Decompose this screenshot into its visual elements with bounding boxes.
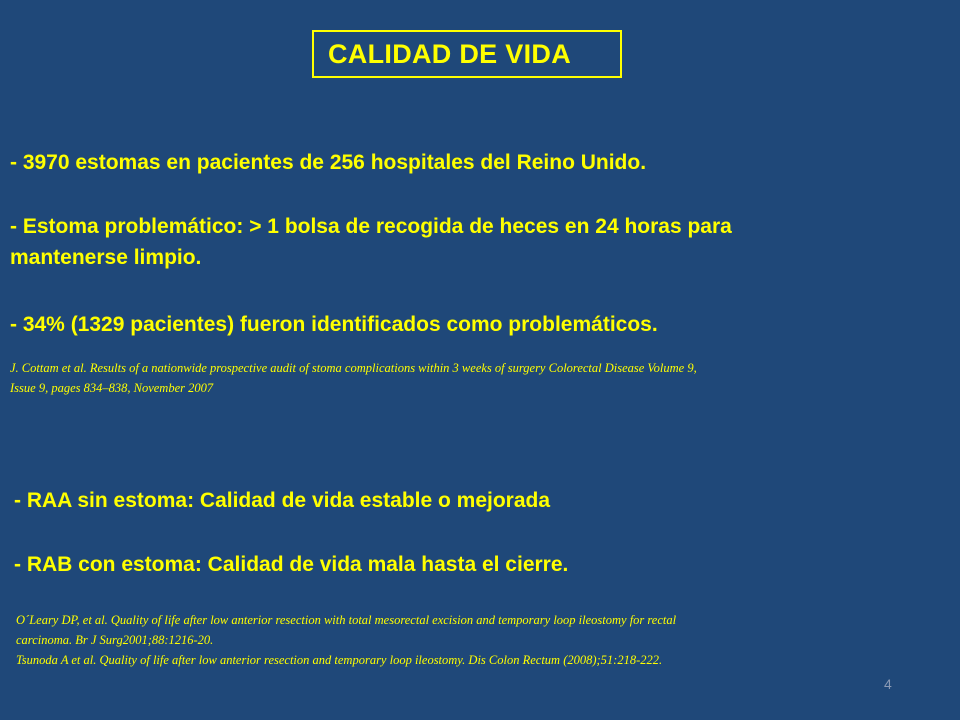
bullet-rab: - RAB con estoma: Calidad de vida mala hasta el cierre. [14,553,569,576]
reference-oleary-line1: O´Leary DP, et al. Quality of life after low anterior resection with total mesorectal excision and temporary loop ileostomy for rectal [16,613,677,627]
slide-title: CALIDAD DE VIDA [328,38,572,69]
reference-cottam-line2: Issue 9, pages 834–838, November 2007 [10,381,214,395]
bullet-raa: - RAA sin estoma: Calidad de vida estable o mejorada [14,489,551,512]
bullet-problem-percent: - 34% (1329 pacientes) fueron identificados como problemáticos. [10,313,658,336]
page-number: 4 [884,676,892,692]
reference-tsunoda: Tsunoda A et al. Quality of life after low anterior resection and temporary loop ileostomy. Dis Colon Rectum (2008);51:218-222. [16,653,663,667]
bullet-problem-stoma-line1: - Estoma problemático: > 1 bolsa de recogida de heces en 24 horas para [10,215,732,238]
bullet-stoma-count: - 3970 estomas en pacientes de 256 hospitales del Reino Unido. [10,151,647,174]
title-box [312,30,622,78]
bullet-problem-stoma-line2: mantenerse limpio. [10,246,202,269]
reference-cottam-line1: J. Cottam et al. Results of a nationwide prospective audit of stoma complications within 3 weeks of surgery Colorectal Disease Volume 9, [10,361,697,375]
reference-oleary-line2: carcinoma. Br J Surg2001;88:1216-20. [16,633,214,647]
